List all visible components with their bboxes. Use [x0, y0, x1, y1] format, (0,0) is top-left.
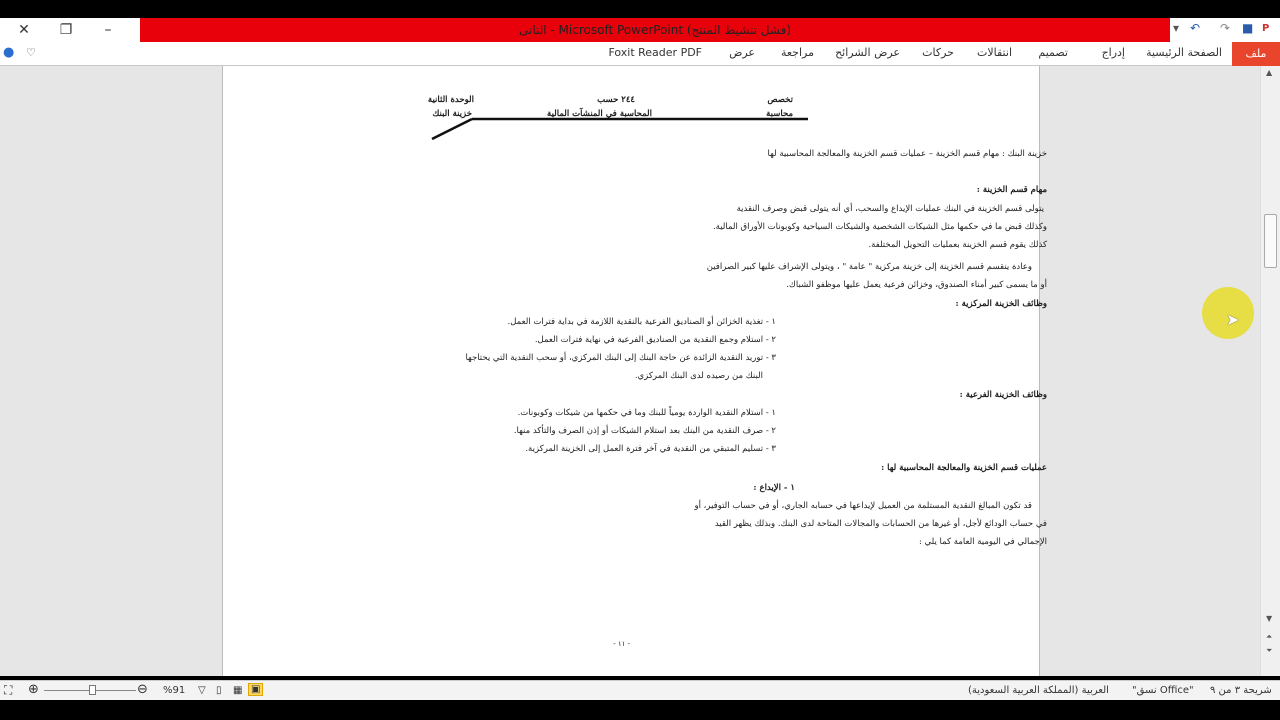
tab-animations[interactable]: حركات [922, 46, 954, 59]
tab-design[interactable]: تصميم [1038, 46, 1068, 59]
text-line: قد تكون المبالغ النقدية المستلمة من العميل لإيداعها في حسابه الجاري، أو في حساب التوفير، أو [694, 501, 1032, 511]
normal-view-icon[interactable]: ▣ [248, 683, 263, 696]
title-bar [0, 18, 1280, 42]
tab-insert[interactable]: إدراج [1101, 46, 1125, 59]
help-icon[interactable]: ● [3, 45, 15, 60]
slide-editing-area [0, 66, 1260, 676]
heading-treasury-tasks: مهام قسم الخزينة : [976, 185, 1047, 195]
mouse-cursor-icon: ➤ [1226, 310, 1240, 329]
heading-deposit: ١ - الإيداع : [753, 483, 795, 493]
heading-treasury-operations: عمليات قسم الخزينة والمعالجة المحاسبية لها : [881, 463, 1047, 473]
tab-review[interactable]: مراجعة [780, 46, 814, 59]
tab-home[interactable]: الصفحة الرئيسية [1146, 46, 1222, 59]
list-item-continuation: البنك من رصيده لدى البنك المركزي. [634, 371, 763, 381]
text-line: الإجمالي في اليومية العامة كما يلي : [918, 537, 1047, 547]
header-unit: الوحدة الثانية [427, 95, 474, 105]
text-line: وكذلك قبض ما في حكمها مثل الشيكات الشخصية والشيكات السياحية وكوبونات الأوراق المالية. [712, 222, 1047, 232]
powerpoint-logo-icon: P [1262, 23, 1270, 34]
list-item: ٣ - توريد النقدية الزائدة عن حاجة البنك إلى البنك المركزي، أو سحب النقدية التي يحتاجها [465, 353, 776, 363]
ribbon-collapse-icon[interactable]: ♡ [26, 46, 36, 59]
zoom-out-icon[interactable]: ⊖ [137, 682, 148, 697]
theme-name: "نسق Office" [1132, 685, 1194, 696]
scroll-down-icon[interactable]: ▼ [1266, 614, 1273, 623]
scroll-thumb[interactable] [1264, 214, 1277, 268]
minimize-icon[interactable]: – [104, 22, 112, 38]
slideshow-view-icon[interactable]: ▽ [198, 685, 206, 696]
header-major: محاسبة [766, 109, 793, 119]
tab-view[interactable]: عرض [729, 46, 755, 59]
status-bar [0, 680, 1280, 700]
header-course-name: المحاسبة في المنشآت المالية [547, 109, 652, 119]
restore-icon[interactable]: ❐ [59, 22, 73, 38]
reading-view-icon[interactable]: ▯ [216, 685, 222, 696]
slide-counter: شريحة ٣ من ٩ [1210, 685, 1272, 696]
tab-slideshow[interactable]: عرض الشرائح [835, 46, 900, 59]
fit-to-window-icon[interactable]: ⛶ [4, 683, 13, 697]
save-icon[interactable]: ■ [1242, 21, 1254, 35]
customize-quick-access-icon[interactable]: ▾ [1173, 21, 1180, 35]
list-item: ١ - تغذية الخزائن أو الصناديق الفرعية بالنقدية اللازمة في بداية فترات العمل. [507, 317, 776, 327]
zoom-in-icon[interactable]: ⊕ [28, 682, 39, 697]
tab-file[interactable]: ملف [1232, 42, 1280, 66]
list-item: ٣ - تسليم المتبقي من النقدية في آخر فترة العمل إلى الخزينة المركزية. [525, 444, 776, 454]
list-item: ٢ - صرف النقدية من البنك بعد استلام الشيكات أو إذن الصرف والتأكد منها. [513, 426, 776, 436]
zoom-slider-thumb[interactable] [89, 685, 96, 695]
text-line: أو ما يسمى كبير أمناء الصندوق، وخزائن فرعية يعمل عليها موظفو الشباك. [786, 280, 1047, 290]
tab-transitions[interactable]: انتقالات [977, 46, 1012, 59]
previous-slide-icon[interactable]: ⏶ [1266, 632, 1273, 641]
vertical-scrollbar[interactable] [1260, 66, 1280, 676]
zoom-level[interactable]: %91 [163, 685, 186, 696]
text-line: وعادة ينقسم قسم الخزينة إلى خزينة مركزية " عامة " ، ويتولى الإشراف عليها كبير الصرافين [706, 262, 1032, 272]
header-divider [430, 116, 810, 142]
list-item: ١ - استلام النقدية الواردة يومياً للبنك وما في حكمها من شيكات وكوبونات. [517, 408, 776, 418]
list-item: ٢ - استلام وجمع النقدية من الصناديق الفرعية في نهاية فترات العمل. [534, 335, 776, 345]
slide-subtitle: خزينة البنك : مهام قسم الخزينة – عمليات قسم الخزينة والمعالجة المحاسبية لها [767, 149, 1047, 159]
slide-sorter-icon[interactable]: ▦ [233, 685, 243, 696]
tab-foxit[interactable]: Foxit Reader PDF [608, 46, 702, 59]
header-specialty: تخصص [767, 95, 793, 105]
header-course-code: ٢٤٤ حسب [597, 95, 635, 105]
heading-central-treasury: وظائف الخزينة المركزية : [955, 299, 1047, 309]
window-title: التانى - Microsoft PowerPoint (فشل تنشيط المنتج) [140, 18, 1170, 42]
header-topic: خزينة البنك [432, 109, 472, 119]
heading-branch-treasury: وظائف الخزينة الفرعية : [959, 390, 1047, 400]
language-indicator[interactable]: العربية (المملكة العربية السعودية) [968, 685, 1109, 696]
ribbon-tabs [0, 42, 1280, 66]
page-number: - ١١ - [613, 640, 630, 648]
text-line: كذلك يقوم قسم الخزينة بعمليات التحويل المختلفة. [868, 240, 1047, 250]
close-icon[interactable]: ✕ [18, 22, 30, 38]
redo-icon[interactable]: ↷ [1220, 21, 1231, 35]
text-line: يتولى قسم الخزينة في البنك عمليات الإيداع والسحب، أي أنه يتولى قبض وصرف النقدية [736, 204, 1044, 214]
scroll-up-icon[interactable]: ▲ [1266, 68, 1273, 77]
next-slide-icon[interactable]: ⏷ [1266, 646, 1273, 655]
undo-icon[interactable]: ↶ [1190, 21, 1201, 35]
text-line: في حساب الودائع لأجل، أو غيرها من الحسابات والمجالات المتاحة لدى البنك. وبذلك يظهر القيد [714, 519, 1047, 529]
